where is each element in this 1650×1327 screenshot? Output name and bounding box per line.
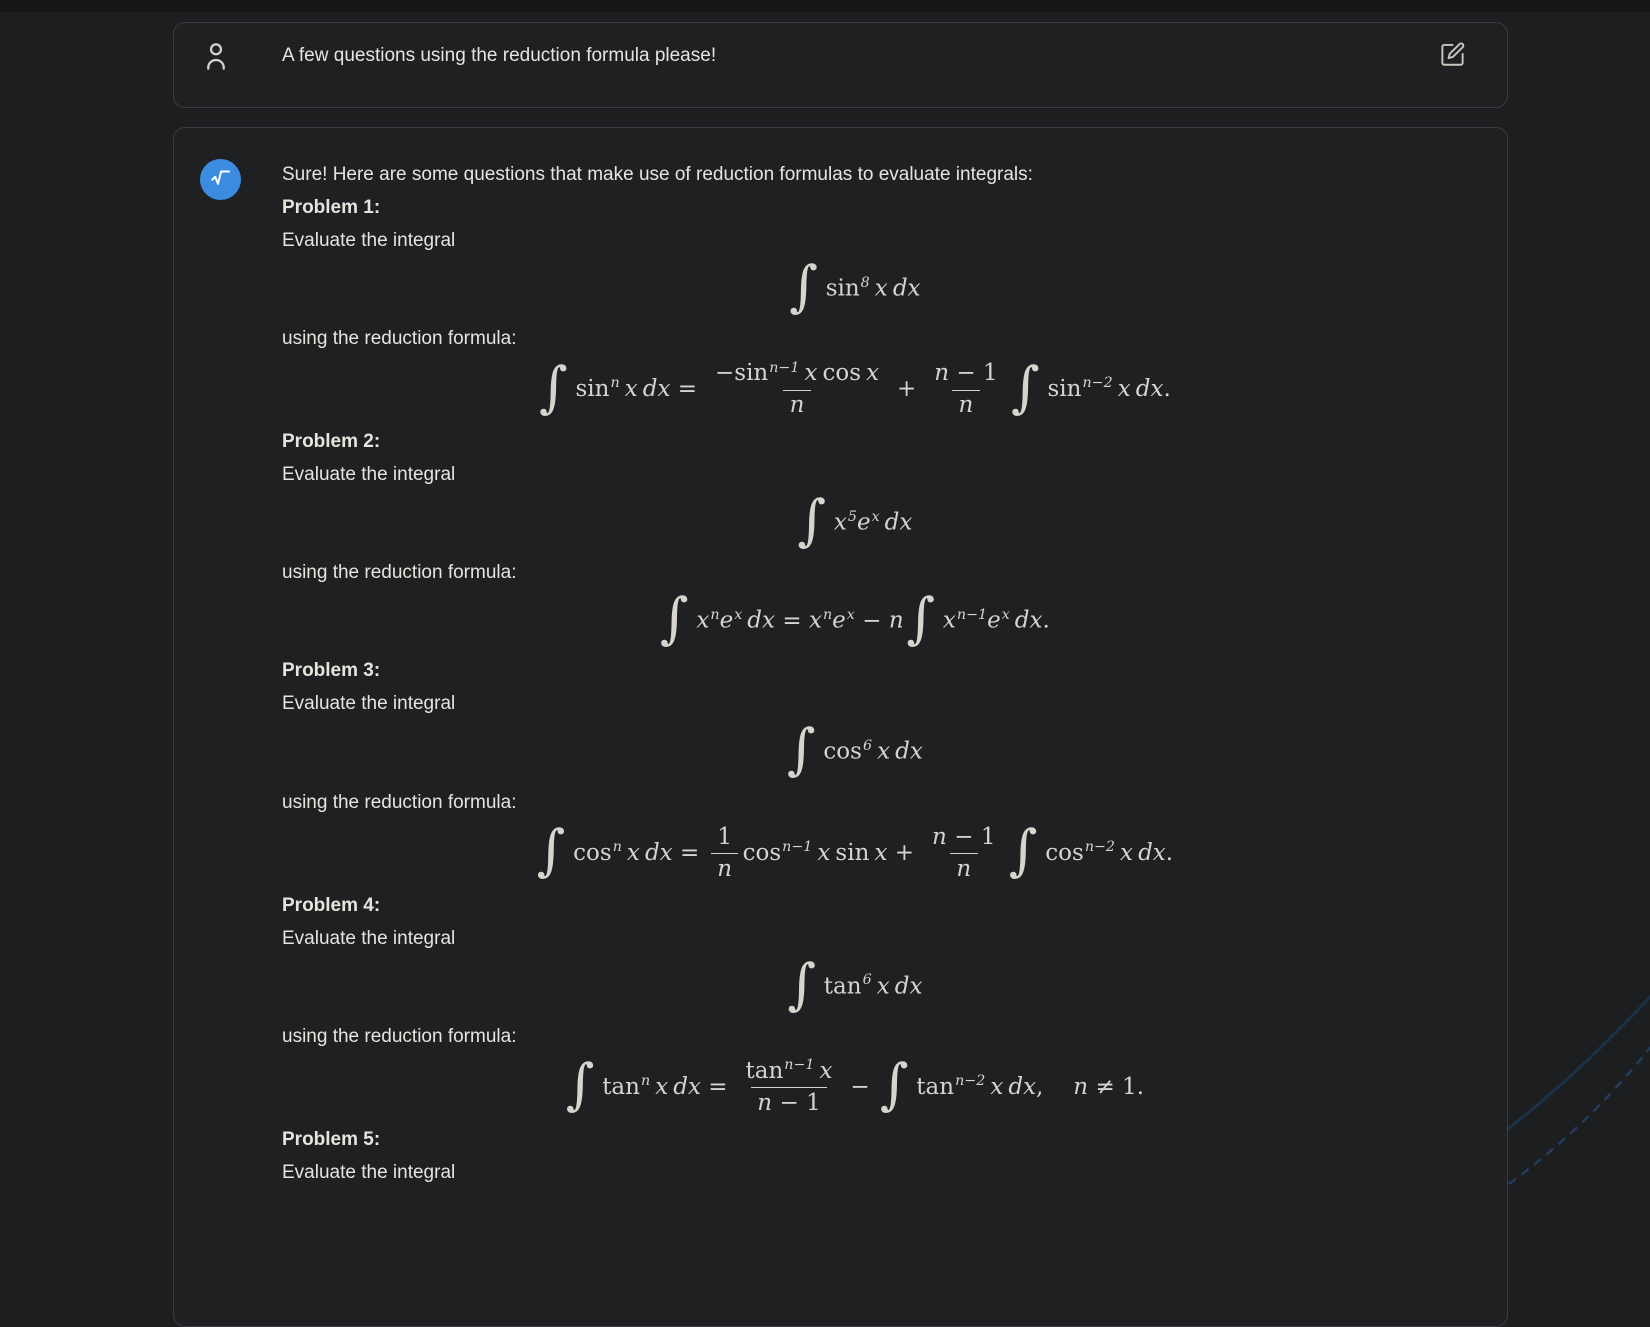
person-icon <box>200 39 232 78</box>
problem-using: using the reduction formula: <box>282 1025 517 1047</box>
edit-message-button[interactable] <box>1437 41 1467 71</box>
square-root-icon <box>207 164 234 196</box>
user-message-card <box>173 22 1508 108</box>
problem-block <box>282 191 1425 420</box>
problem-using: using the reduction formula: <box>282 562 517 584</box>
problem-formula: ∫ $x^ne^x$ dx = $x^ne^x - n\int$ $x^{n-1}e^x$ dx. <box>659 587 1050 652</box>
integral-sign: ∫ <box>538 355 568 420</box>
problems-list <box>282 191 1425 1189</box>
problem-block <box>282 654 1425 883</box>
problem-block <box>282 889 1425 1118</box>
assistant-content <box>282 158 1425 1189</box>
integral-sign: ∫ <box>659 587 689 652</box>
problem-block <box>282 1123 1425 1189</box>
problem-label: Problem 2: <box>282 431 381 453</box>
assistant-response-card <box>173 127 1508 1327</box>
problem-integral: ∫ $x^5e^x$ dx <box>797 489 913 554</box>
problem-prompt: Evaluate the integral <box>282 1161 456 1183</box>
user-message-text: A few questions using the reduction formula please! <box>282 45 717 66</box>
problem-formula: ∫ $\cos^n x$ dx = $\frac{1}{n}$ $\cos^{n-1} x$ sin x + $\frac{n - 1}{n}$ ∫ $\cos^{n-2} x$ dx. <box>536 818 1174 883</box>
assistant-avatar <box>200 159 241 200</box>
integral-sign: ∫ <box>1008 818 1038 883</box>
problem-integral: ∫ $\tan^6 x$ dx <box>787 952 923 1017</box>
integral-sign: ∫ <box>906 587 936 652</box>
problem-label: Problem 1: <box>282 197 381 218</box>
top-window-strip <box>0 0 1650 12</box>
problem-label: Problem 3: <box>282 660 381 682</box>
integral-sign: ∫ <box>789 255 818 319</box>
integral-sign: ∫ <box>565 1053 595 1118</box>
integral-sign: ∫ <box>787 952 817 1017</box>
problem-prompt: Evaluate the integral <box>282 693 456 715</box>
integral-sign: ∫ <box>786 718 816 783</box>
problem-prompt: Evaluate the integral <box>282 927 456 949</box>
problem-prompt: Evaluate the integral <box>282 464 456 486</box>
problem-block <box>282 425 1425 652</box>
problem-formula: ∫ $\sin^n x$ dx = $\frac{-\sin^{n-1} x \cos x}{n}$ + $\frac{n - 1}{n}$ ∫ $\sin^{n-2} x$ dx. <box>538 355 1171 420</box>
problem-formula: ∫ $\tan^n x$ dx = $\frac{\tan^{n-1} x}{n - 1}$ − ∫ $\tan^{n-2} x$ dx, n ≠ 1. <box>565 1053 1145 1118</box>
integral-sign: ∫ <box>879 1053 909 1118</box>
problem-prompt: Evaluate the integral <box>282 230 456 251</box>
problem-using: using the reduction formula: <box>282 328 517 350</box>
integral-sign: ∫ <box>536 818 566 883</box>
problem-label: Problem 5: <box>282 1128 381 1150</box>
problem-label: Problem 4: <box>282 894 381 916</box>
assistant-intro: Sure! Here are some questions that make use of reduction formulas to evaluate integrals: <box>282 164 1033 185</box>
integral-sign: ∫ <box>1011 355 1040 420</box>
square-pen-icon <box>1439 41 1466 71</box>
problem-integral: ∫ $\cos^6 x$ dx <box>786 718 923 783</box>
integral-sign: ∫ <box>797 489 827 554</box>
problem-using: using the reduction formula: <box>282 791 517 813</box>
problem-integral: ∫ $\sin^8 x$ dx <box>789 255 921 319</box>
